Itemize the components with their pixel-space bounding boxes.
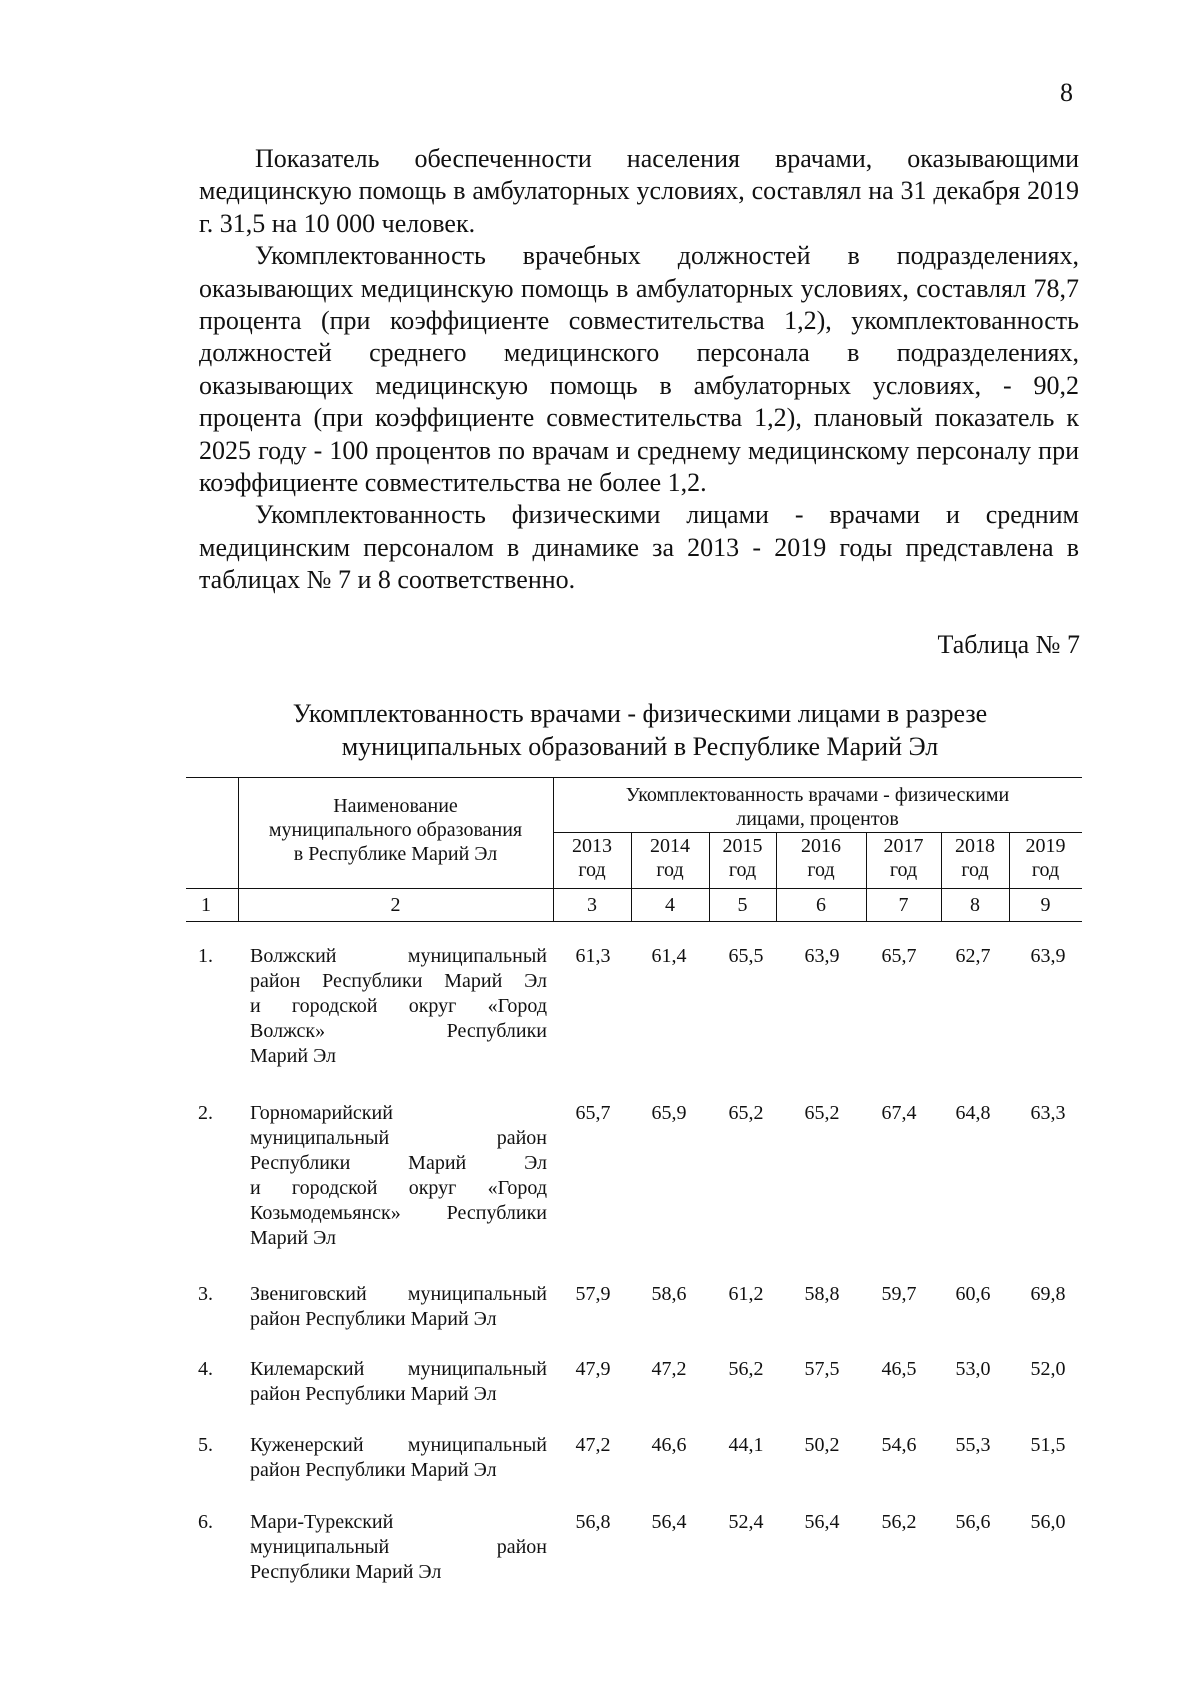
value-2015: 52,4 <box>728 1511 764 1533</box>
value-2016: 50,2 <box>804 1434 840 1456</box>
column-header-name-line-1: Наименование <box>333 795 458 817</box>
name-line: и городской округ «Город <box>250 1177 547 1199</box>
column-number: 1 <box>201 894 211 916</box>
year-value: 2014 <box>650 835 690 857</box>
row-municipality-name <box>250 1282 547 1332</box>
value-2017: 67,4 <box>881 1102 917 1124</box>
value-2014: 56,4 <box>651 1511 687 1533</box>
paragraph-3: Укомплектованность физическими лицами - врачами и средним медицинским персоналом в динамике за 2013 - 2019 годы представлена в таблицах № 7 и 8 соответственно. <box>199 500 1079 595</box>
row-number: 4. <box>198 1358 213 1380</box>
name-line: Горномарийский <box>250 1102 393 1124</box>
name-line: район Республики Марий Эл <box>250 1383 497 1405</box>
table-label: Таблица № 7 <box>937 630 1080 659</box>
year-suffix: год <box>1031 859 1060 881</box>
year-suffix: год <box>656 859 684 881</box>
column-number: 8 <box>970 894 980 916</box>
row-number: 1. <box>198 945 213 967</box>
value-2014: 46,6 <box>651 1434 687 1456</box>
column-number: 7 <box>898 894 909 916</box>
year-value: 2017 <box>883 835 924 857</box>
row-municipality-name <box>250 1510 547 1585</box>
value-2015: 44,1 <box>728 1434 764 1456</box>
name-line: Волжск» Республики <box>250 1020 547 1042</box>
year-header-2019 <box>1009 834 1082 884</box>
value-2019: 63,3 <box>1030 1102 1066 1124</box>
value-2018: 62,7 <box>955 945 991 967</box>
name-line: Куженерский муниципальный <box>250 1434 547 1456</box>
name-line: район Республики Марий Эл <box>250 970 547 992</box>
row-number: 2. <box>198 1102 213 1124</box>
year-value: 2015 <box>722 835 763 857</box>
year-header-2017 <box>866 834 941 884</box>
value-2013: 65,7 <box>575 1102 611 1124</box>
value-2019: 52,0 <box>1030 1358 1066 1380</box>
value-2019: 69,8 <box>1030 1283 1066 1305</box>
value-2018: 53,0 <box>955 1358 991 1380</box>
column-number: 2 <box>390 894 401 916</box>
table-header <box>186 777 1082 922</box>
column-header-name-line-2: муниципального образования <box>268 819 523 841</box>
value-2013: 61,3 <box>575 945 611 967</box>
name-line: муниципальный район <box>250 1127 547 1149</box>
value-2016: 56,4 <box>804 1511 840 1533</box>
row-number: 5. <box>198 1434 213 1456</box>
name-line: район Республики Марий Эл <box>250 1308 497 1330</box>
year-header-2018 <box>941 834 1009 884</box>
row-number: 3. <box>198 1283 213 1305</box>
value-2018: 56,6 <box>955 1511 991 1533</box>
name-line: Республики Марий Эл <box>250 1152 547 1174</box>
column-header-name <box>238 794 553 866</box>
value-2013: 47,9 <box>575 1358 611 1380</box>
column-group-header-line-1: Укомплектованность врачами - физическими <box>625 784 1010 806</box>
column-number: 6 <box>816 894 826 916</box>
year-value: 2016 <box>801 835 841 857</box>
value-2013: 57,9 <box>575 1283 611 1305</box>
value-2017: 65,7 <box>881 945 917 967</box>
name-line: муниципальный район <box>250 1536 547 1558</box>
value-2018: 64,8 <box>955 1102 991 1124</box>
row-municipality-name <box>250 944 547 1069</box>
value-2015: 61,2 <box>728 1283 764 1305</box>
name-line: Килемарский муниципальный <box>250 1358 547 1380</box>
name-line: район Республики Марий Эл <box>250 1459 497 1481</box>
name-line: Волжский муниципальный <box>250 945 547 967</box>
row-municipality-name <box>250 1433 547 1483</box>
column-number: 5 <box>737 894 748 916</box>
year-header-2015 <box>709 834 776 884</box>
name-line: Звениговский муниципальный <box>250 1283 547 1305</box>
value-2019: 51,5 <box>1030 1434 1066 1456</box>
table-title <box>190 697 1090 763</box>
value-2014: 61,4 <box>651 945 687 967</box>
table-title-line-2: муниципальных образований в Республике Марий Эл <box>341 732 939 761</box>
year-suffix: год <box>961 859 989 881</box>
row-number: 6. <box>198 1511 213 1533</box>
value-2015: 65,5 <box>728 945 764 967</box>
value-2016: 63,9 <box>804 945 840 967</box>
year-value: 2019 <box>1025 835 1066 857</box>
column-number: 9 <box>1040 894 1051 916</box>
year-suffix: год <box>889 859 918 881</box>
year-suffix: год <box>728 859 757 881</box>
value-2017: 46,5 <box>881 1358 917 1380</box>
value-2014: 65,9 <box>651 1102 687 1124</box>
column-group-header <box>553 783 1082 831</box>
paragraph-2: Укомплектованность врачебных должностей в подразделениях, оказывающих медицинскую помощь в амбулаторных условиях, составлял 78,7 процента (при коэффициенте совместительства 1,2), укомплектованность должностей среднего медицинского персонала в подразделениях, оказывающих медицинскую помощь в амбулаторных условиях, - 90,2 процента (при коэффициенте совместительства 1,2), плановый показатель к 2025 году - 100 процентов по врачам и среднему медицинскому персоналу при коэффициенте совместительства не более 1,2. <box>199 241 1079 498</box>
body-text <box>199 143 1079 597</box>
value-2014: 47,2 <box>651 1358 687 1380</box>
value-2016: 58,8 <box>804 1283 840 1305</box>
year-value: 2018 <box>955 835 995 857</box>
name-line: Мари-Турекский <box>250 1511 394 1533</box>
row-municipality-name <box>250 1101 547 1251</box>
value-2018: 55,3 <box>955 1434 991 1456</box>
name-line: Козьмодемьянск» Республики <box>250 1202 547 1224</box>
value-2015: 65,2 <box>728 1102 764 1124</box>
year-suffix: год <box>578 859 606 881</box>
column-group-header-line-2: лицами, процентов <box>736 808 899 830</box>
column-header-name-line-3: в Республике Марий Эл <box>293 843 498 865</box>
column-number: 4 <box>665 894 675 916</box>
table-title-line-1: Укомплектованность врачами - физическими лицами в разрезе <box>292 699 988 728</box>
name-line: Республики Марий Эл <box>250 1561 442 1583</box>
year-header-2016 <box>776 834 866 884</box>
row-municipality-name <box>250 1357 547 1407</box>
year-value: 2013 <box>572 835 612 857</box>
name-line: и городской округ «Город <box>250 995 547 1017</box>
value-2019: 56,0 <box>1030 1511 1066 1533</box>
value-2016: 57,5 <box>804 1358 840 1380</box>
year-header-2013 <box>553 834 631 884</box>
value-2013: 56,8 <box>575 1511 611 1533</box>
value-2015: 56,2 <box>728 1358 764 1380</box>
value-2018: 60,6 <box>955 1283 991 1305</box>
paragraph-1: Показатель обеспеченности населения врачами, оказывающими медицинскую помощь в амбулаторных условиях, составлял на 31 декабря 2019 г. 31,5 на 10 000 человек. <box>199 144 1079 238</box>
name-line: Марий Эл <box>250 1227 336 1249</box>
name-line: Марий Эл <box>250 1045 336 1067</box>
value-2019: 63,9 <box>1030 945 1066 967</box>
year-suffix: год <box>807 859 835 881</box>
value-2013: 47,2 <box>575 1434 611 1456</box>
value-2016: 65,2 <box>804 1102 840 1124</box>
value-2017: 56,2 <box>881 1511 917 1533</box>
value-2017: 54,6 <box>881 1434 917 1456</box>
year-header-2014 <box>631 834 709 884</box>
page-number: 8 <box>1060 78 1073 107</box>
value-2014: 58,6 <box>651 1283 687 1305</box>
value-2017: 59,7 <box>881 1283 917 1305</box>
column-number: 3 <box>587 894 597 916</box>
